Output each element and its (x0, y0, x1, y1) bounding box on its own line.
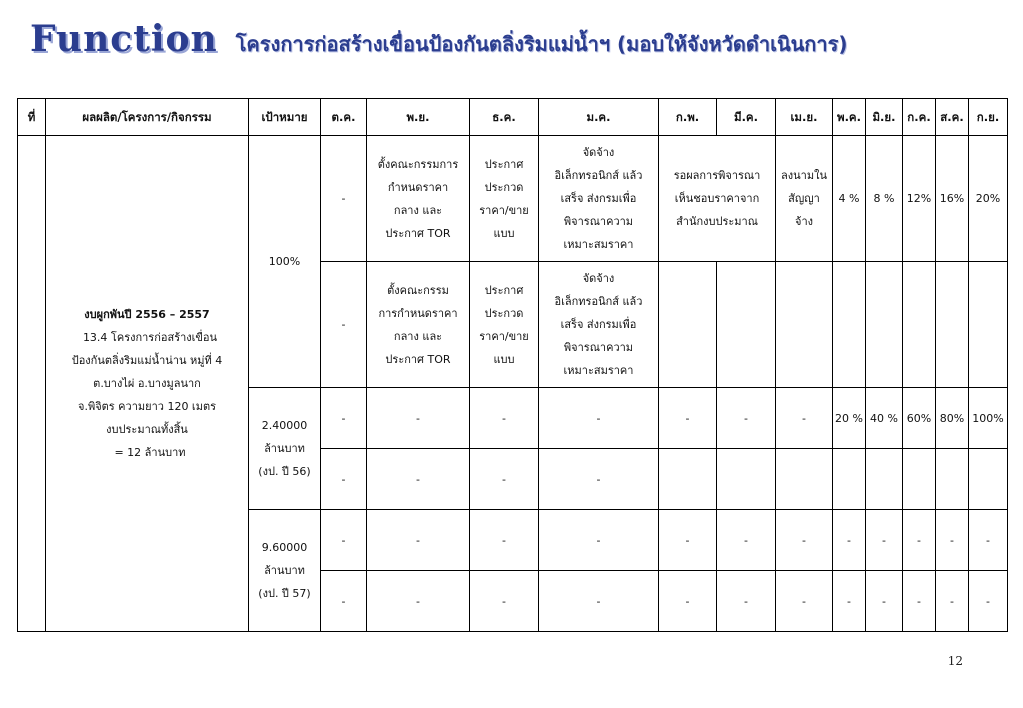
table-cell: - (717, 510, 776, 571)
title-main: Function (30, 18, 218, 60)
table-cell: - (470, 571, 539, 632)
cell-line: เสร็จ ส่งกรมเพื่อ (560, 192, 637, 205)
header-cell: ต.ค. (321, 99, 367, 136)
cell-line: จัดจ้าง (582, 272, 615, 285)
cell-line: ตั้งคณะกรรมการ (377, 157, 459, 171)
table-cell (367, 262, 470, 388)
table-cell (969, 262, 1008, 388)
table-cell: - (969, 571, 1008, 632)
table-cell (367, 136, 470, 262)
header-cell: ก.ย. (969, 99, 1008, 136)
target-value: 100% (268, 255, 301, 268)
table-cell (903, 262, 936, 388)
cell-line: จัดจ้าง (582, 146, 615, 159)
table-cell: - (367, 571, 470, 632)
target-value: 9.60000 (261, 541, 308, 554)
table-cell: - (659, 571, 717, 632)
cell-line: เหมาะสมราคา (563, 238, 634, 251)
table-cell: 12% (903, 136, 936, 262)
table-cell (470, 262, 539, 388)
table-cell: - (539, 449, 659, 510)
table-cell (659, 449, 717, 510)
header-cell: ก.ค. (903, 99, 936, 136)
cell-line: การกำหนดราคา (378, 306, 458, 320)
cell-line: ประกวด (484, 306, 524, 320)
table-cell: - (367, 449, 470, 510)
table-cell (717, 449, 776, 510)
index-cell (18, 136, 46, 632)
page-number: 12 (947, 654, 963, 668)
table-cell: - (936, 571, 969, 632)
header-cell: ก.พ. (659, 99, 717, 136)
cell-line: พิจารณาความ (563, 215, 634, 228)
table-row (18, 136, 1008, 262)
table-cell (659, 262, 717, 388)
table-cell: - (321, 136, 367, 262)
project-line: 13.4 โครงการก่อสร้างเขื่อน (82, 331, 218, 344)
table-cell (659, 136, 776, 262)
table-cell (903, 449, 936, 510)
table-cell: - (866, 571, 903, 632)
cell-line: ประกาศ (484, 157, 524, 171)
table-cell: 40 % (866, 388, 903, 449)
table-cell: - (936, 510, 969, 571)
cell-line: ราคา/ขาย (479, 329, 529, 343)
table-cell: - (776, 388, 833, 449)
cell-line: เห็นชอบราคาจาก (674, 192, 760, 205)
table-cell: - (367, 388, 470, 449)
cell-line: ประกาศ TOR (385, 226, 451, 240)
cell-line: อิเล็กทรอนิกส์ แล้ว (554, 169, 643, 182)
table-cell: - (539, 510, 659, 571)
target-value: (งป. ปี 57) (258, 587, 311, 600)
table-cell (776, 136, 833, 262)
page-title (30, 18, 848, 62)
table-cell (539, 262, 659, 388)
project-line: จ.พิจิตร ความยาว 120 เมตร (78, 400, 216, 413)
target-value: ล้านบาท (264, 564, 305, 577)
project-line: ต.บางไผ่ อ.บางมูลนาก (93, 377, 201, 390)
project-line: งบประมาณทั้งสิ้น (106, 423, 188, 436)
table-cell: - (833, 571, 866, 632)
cell-line: เหมาะสมราคา (563, 364, 634, 377)
project-plan-table (17, 98, 1008, 632)
table-cell: - (470, 510, 539, 571)
cell-line: กลาง และ (393, 203, 443, 217)
cell-line: ราคา/ขาย (479, 203, 529, 217)
table-cell: - (321, 510, 367, 571)
table-cell: - (321, 571, 367, 632)
cell-line: ตั้งคณะกรรม (387, 283, 449, 297)
cell-line: เสร็จ ส่งกรมเพื่อ (560, 318, 637, 331)
table-cell (936, 262, 969, 388)
table-cell: - (717, 571, 776, 632)
table-cell (717, 262, 776, 388)
table-cell: - (903, 571, 936, 632)
table-cell: - (903, 510, 936, 571)
table-cell: - (969, 510, 1008, 571)
table-cell (833, 262, 866, 388)
table-cell: - (539, 571, 659, 632)
table-cell: 20 % (833, 388, 866, 449)
cell-line: สำนักงบประมาณ (676, 215, 758, 228)
target-cell (249, 136, 321, 388)
cell-line: แบบ (493, 226, 515, 240)
cell-line: พิจารณาความ (563, 341, 634, 354)
cell-line: แบบ (493, 352, 515, 366)
cell-line: ประกาศ TOR (385, 352, 451, 366)
cell-line: รอผลการพิจารณา (673, 169, 761, 182)
header-cell: มิ.ย. (866, 99, 903, 136)
table-cell: - (659, 388, 717, 449)
table-cell (936, 449, 969, 510)
table-cell: - (717, 388, 776, 449)
header-cell: ที่ (18, 99, 46, 136)
table-cell (470, 136, 539, 262)
table-cell (539, 136, 659, 262)
cell-line: ประกวด (484, 180, 524, 194)
table-cell: - (539, 388, 659, 449)
table-cell: - (776, 571, 833, 632)
table-cell: - (367, 510, 470, 571)
table-cell: - (776, 510, 833, 571)
header-cell: เป้าหมาย (249, 99, 321, 136)
table-cell: - (321, 388, 367, 449)
table-cell: 20% (969, 136, 1008, 262)
header-cell: มี.ค. (717, 99, 776, 136)
header-cell: ผลผลิต/โครงการ/กิจกรรม (46, 99, 249, 136)
table-cell: - (470, 449, 539, 510)
project-line: ป้องกันตลิ่งริมแม่น้ำน่าน หมู่ที่ 4 (71, 354, 223, 367)
table-cell: 16% (936, 136, 969, 262)
cell-line: ประกาศ (484, 283, 524, 297)
table-cell (776, 262, 833, 388)
cell-line: อิเล็กทรอนิกส์ แล้ว (554, 295, 643, 308)
table-cell: 4 % (833, 136, 866, 262)
header-cell: ธ.ค. (470, 99, 539, 136)
target-value: ล้านบาท (264, 442, 305, 455)
project-line: = 12 ล้านบาท (114, 446, 186, 459)
table-cell (866, 262, 903, 388)
cell-line: จ้าง (795, 215, 813, 228)
cell-line: สัญญา (788, 192, 820, 205)
header-cell: ม.ค. (539, 99, 659, 136)
project-cell (46, 136, 249, 632)
header-cell: พ.ย. (367, 99, 470, 136)
table-cell (776, 449, 833, 510)
table-cell: - (659, 510, 717, 571)
table-cell: - (470, 388, 539, 449)
target-value: 2.40000 (261, 419, 308, 432)
table-cell: 8 % (866, 136, 903, 262)
table-cell: 80% (936, 388, 969, 449)
table-cell: - (833, 510, 866, 571)
table-cell: - (866, 510, 903, 571)
table-cell: - (321, 449, 367, 510)
header-row (18, 99, 1008, 136)
table-cell: - (321, 262, 367, 388)
table-cell (833, 449, 866, 510)
title-sub: โครงการก่อสร้างเขื่อนป้องกันตลิ่งริมแม่น้ำฯ (มอบให้จังหวัดดำเนินการ) (235, 32, 848, 56)
header-cell: พ.ค. (833, 99, 866, 136)
table-cell: 100% (969, 388, 1008, 449)
table-cell: 60% (903, 388, 936, 449)
header-cell: เม.ย. (776, 99, 833, 136)
target-cell (249, 510, 321, 632)
cell-line: ลงนามใน (781, 169, 827, 182)
header-cell: ส.ค. (936, 99, 969, 136)
project-heading: งบผูกพันปี 2556 – 2557 (84, 308, 210, 321)
cell-line: กลาง และ (393, 329, 443, 343)
target-cell (249, 388, 321, 510)
table-cell (866, 449, 903, 510)
table-cell (969, 449, 1008, 510)
target-value: (งป. ปี 56) (258, 465, 311, 478)
cell-line: กำหนดราคา (387, 180, 449, 194)
